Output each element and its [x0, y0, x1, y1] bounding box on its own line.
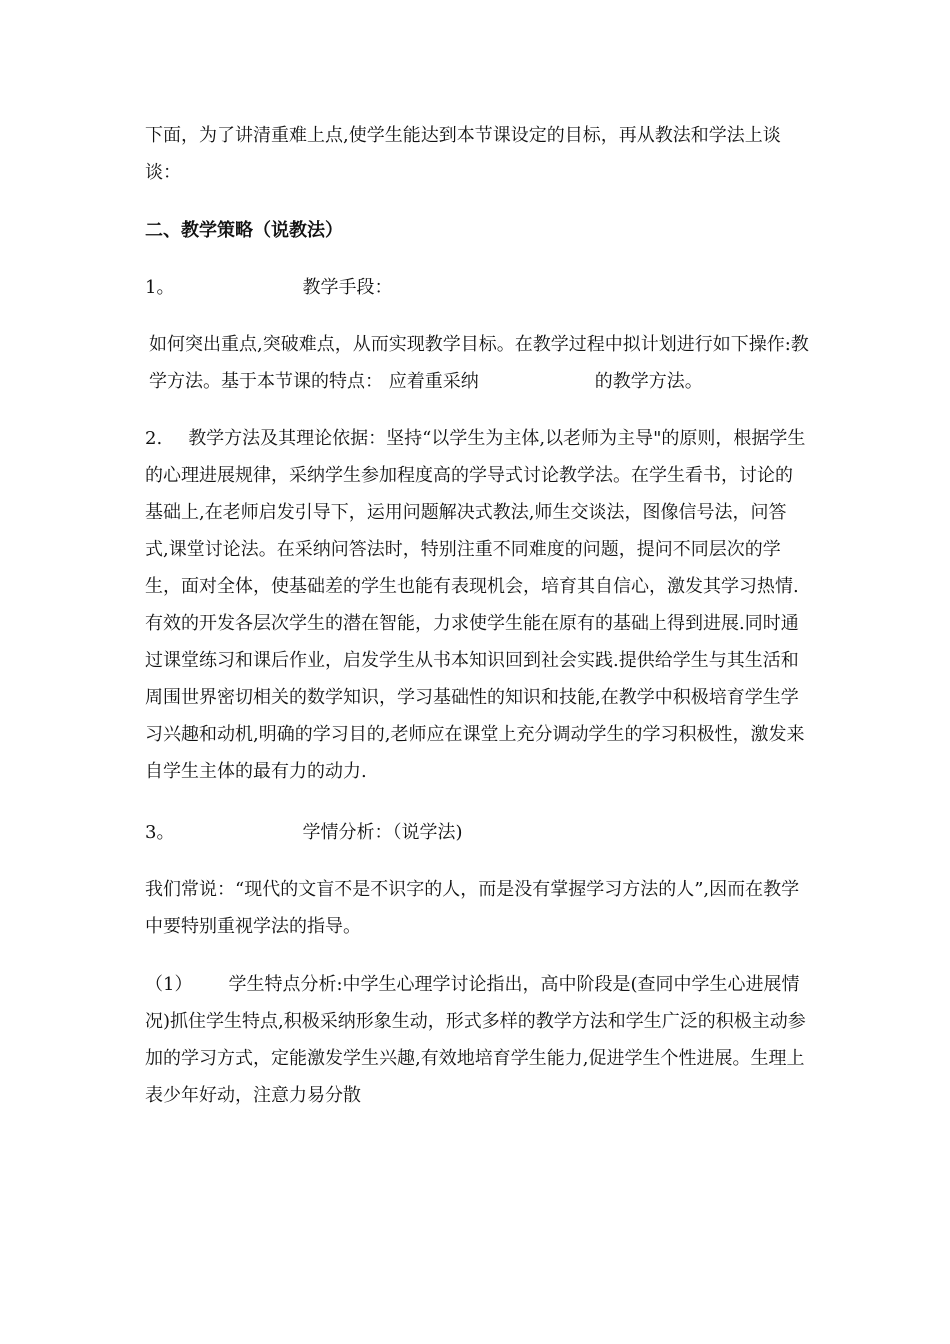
quote-text: 我们常说：“现代的文盲不是不识字的人，而是没有掌握学习方法的人”,因而在教学中要特别重视学法的指导。: [145, 879, 800, 937]
section-heading: [145, 212, 810, 249]
item-1-heading: [145, 269, 810, 306]
sub-1-paragraph: [145, 966, 810, 1114]
item-2-paragraph: [145, 420, 810, 790]
item-1-body-part-b: 的教学方法。: [594, 371, 703, 392]
item-1-title: 教学手段：: [302, 277, 393, 298]
item-3-title: 学情分析：（说学法): [302, 822, 463, 843]
sub-1-number: （1）: [145, 974, 193, 995]
intro-paragraph: [145, 117, 810, 191]
item-3-heading: [145, 814, 810, 851]
item-1-body: [145, 326, 814, 400]
section-heading-text: 二、教学策略（说教法）: [145, 220, 343, 241]
intro-text: 下面，为了讲清重难上点,使学生能达到本节课设定的目标，再从教法和学法上谈谈：: [145, 125, 781, 183]
item-1-number: 1。: [145, 277, 175, 298]
item-2-number: 2.: [145, 428, 163, 449]
item-2-text: 教学方法及其理论依据：坚持“以学生为主体,以老师为主导"的原则，根据学生的心理进展规律，采纳学生参加程度高的学导式讨论教学法。在学生看书，讨论的基础上,在老师启发引导下，运用问题解决式教法,师生交谈法，图像信号法，问答式,课堂讨论法。在采纳问答法时，特别注重不同难度的问题，提问不同层次的学生，面对全体，使基础差的学生也能有表现机会，培育其自信心，激发其学习热情.有效的开发各层次学生的潜在智能，力求使学生能在原有的基础上得到进展.同时通过课堂练习和课后作业，启发学生从书本知识回到社会实践.提供给学生与其生活和周围世界密切相关的数学知识，学习基础性的知识和技能,在教学中积极培育学生学习兴趣和动机,明确的学习目的,老师应在课堂上充分调动学生的学习积极性，激发来自学生主体的最有力的动力.: [145, 428, 806, 782]
quote-paragraph: [145, 871, 810, 945]
item-1-body-part-a: 如何突出重点,突破难点，从而实现教学目标。在教学过程中拟计划进行如下操作:教学方法。基于本节课的特点： 应着重采纳: [149, 334, 809, 392]
sub-1-text: 学生特点分析:中学生心理学讨论指出，高中阶段是(查同中学生心进展情况)抓住学生特点,积极采纳形象生动，形式多样的教学方法和学生广泛的积极主动参加的学习方式，定能激发学生兴趣,有效地培育学生能力,促进学生个性进展。生理上表少年好动，注意力易分散: [145, 974, 806, 1106]
item-3-number: 3。: [145, 822, 175, 843]
